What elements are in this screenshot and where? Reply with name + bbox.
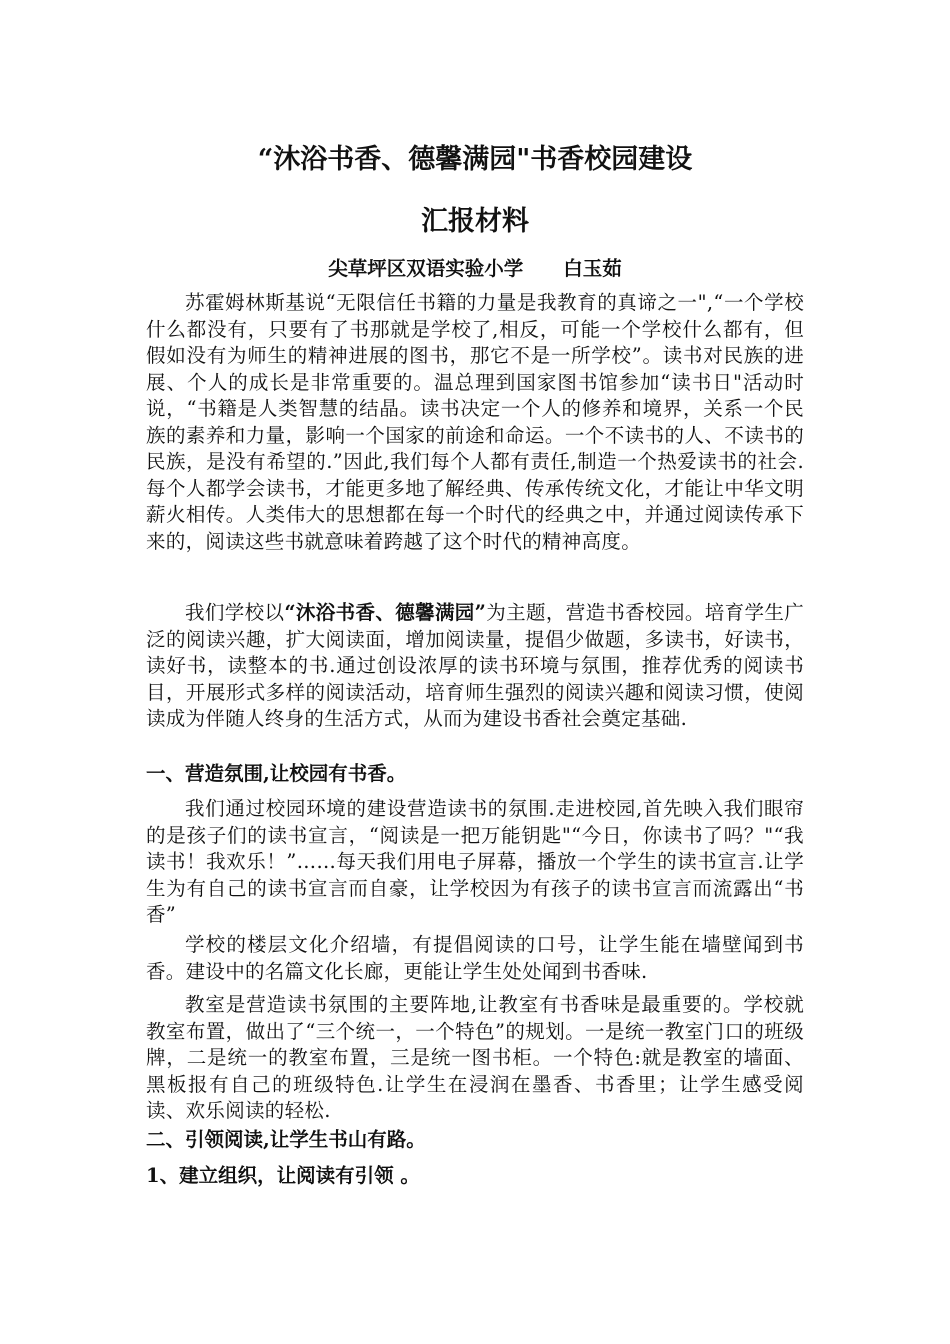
paragraph-theme-highlight: “沐浴书香、德馨满园” [284,601,487,624]
author-line [146,255,804,283]
paragraph-classroom: 教室是营造读书氛围的主要阵地,让教室有书香味是最重要的。学校就教室布置，做出了“三个统一，一个特色”的规划。一是统一教室门口的班级牌，二是统一的教室布置，三是统一图书柜。一个特色:就是教室的墙面、黑板报有自己的班级特色.让学生在浸润在墨香、书香里；让学生感受阅读、欢乐阅读的轻松. [146,993,804,1122]
paragraph-intro: 苏霍姆林斯基说“无限信任书籍的力量是我教育的真谛之一",“一个学校什么都没有，只要有了书那就是学校了,相反，可能一个学校什么都有，但假如没有为师生的精神进展的图书，那它不是一所学校”。读书对民族的进展、个人的成长是非常重要的。温总理到国家图书馆参加“读书日"活动时说，“书籍是人类智慧的结晶。读书决定一个人的修养和境界，关系一个民族的素养和力量，影响一个国家的前途和命运。一个不读书的人、不读书的民族，是没有希望的.”因此,我们每个人都有责任,制造一个热爱读书的社会.每个人都学会读书，才能更多地了解经典、传承传统文化，才能让中华文明薪火相传。人类伟大的思想都在每一个时代的经典之中，并通过阅读传承下来的，阅读这些书就意味着跨越了这个时代的精神高度。 [146,291,804,553]
section-heading-1: 一、营造氛围,让校园有书香。 [146,762,407,785]
paragraph-theme-prefix: 我们学校以 [185,601,285,624]
paragraph-floor-culture: 学校的楼层文化介绍墙，有提倡阅读的口号，让学生能在墙壁闻到书香。建设中的名篇文化长廊，更能让学生处处闻到书香味. [146,933,804,983]
paragraph-theme [146,600,804,733]
author-school: 尖草坪区双语实验小学 [328,257,524,280]
section-heading-2: 二、引领阅读,让学生书山有路。 [146,1128,426,1151]
document-title-line2: 汇报材料 [421,206,529,237]
paragraph-campus-environment: 我们通过校园环境的建设营造读书的氛围.走进校园,首先映入我们眼帘的是孩子们的读书宣言，“阅读是一把万能钥匙"“今日，你读书了吗？"“我读书！我欢乐！”……每天我们用电子屏幕，播放一个学生的读书宣言.让学生为有自己的读书宣言而自豪，让学校因为有孩子的读书宣言而流露出“书香” [146,797,804,926]
document-title-line1: “沐浴书香、德馨满园"书香校园建设 [257,144,693,175]
paragraph-theme-rest: 为主题，营造书香校园。培育学生广泛的阅读兴趣，扩大阅读面，增加阅读量，提倡少做题，多读书，好读书，读好书，读整本的书.通过创设浓厚的读书环境与氛围，推荐优秀的阅读书目，开展形式多样的阅读活动，培育师生强烈的阅读兴趣和阅读习惯，使阅读成为伴随人终身的生活方式，从而为建设书香社会奠定基础. [146,601,804,730]
author-name: 白玉茹 [563,257,622,280]
subsection-heading-1: 1、建立组织，让阅读有引领 。 [146,1164,420,1187]
